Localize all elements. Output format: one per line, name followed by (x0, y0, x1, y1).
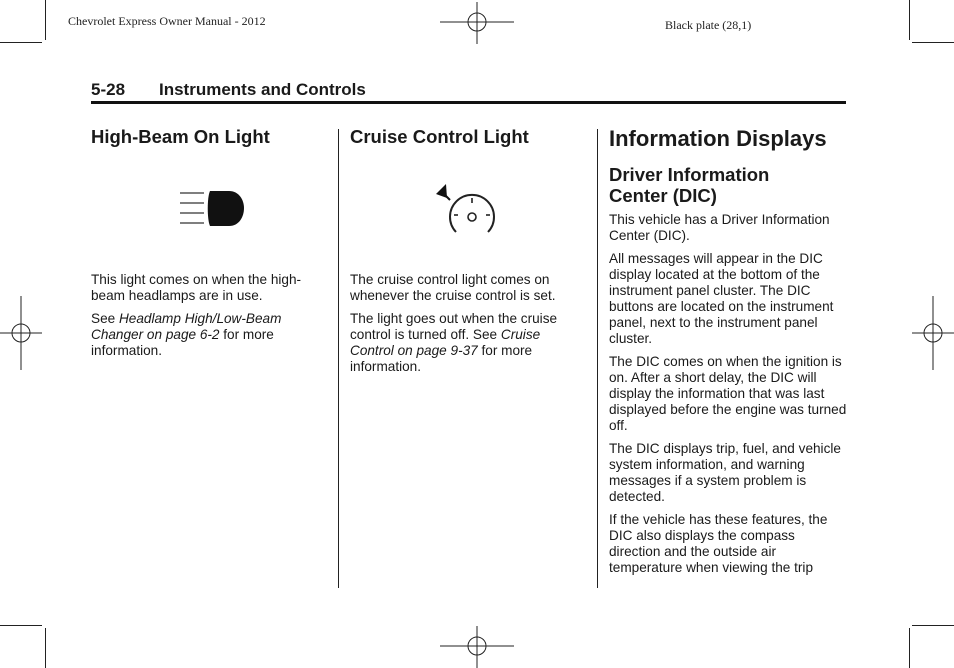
registration-mark-top (440, 2, 514, 44)
cruise-see-also (350, 311, 582, 375)
registration-mark-right (912, 296, 954, 370)
registration-mark-bottom (440, 626, 514, 668)
headlamp-reference: Headlamp High/Low-Beam Changer on page 6-2 (91, 311, 282, 342)
cruise-control-icon (434, 182, 500, 242)
dic-paragraph-2: All messages will appear in the DIC display located at the bottom of the instrument panel cluster. The DIC buttons are located on the instrument panel, next to the instrument panel cluster. (609, 251, 834, 346)
cruise-suffix: for more information. (350, 343, 533, 374)
column-info-displays (609, 126, 849, 583)
cruise-desc: The cruise control light comes on whenever the cruise control is set. (350, 272, 556, 303)
subheading-line1: Driver Information (609, 164, 770, 185)
header-rule (91, 101, 846, 104)
cruise-prefix: The light goes out when the cruise control is turned off. See (350, 311, 558, 342)
section-title: Instruments and Controls (159, 80, 366, 99)
high-beam-see-also (91, 311, 323, 359)
column-high-beam (91, 126, 323, 366)
heading-high-beam: High-Beam On Light (91, 126, 270, 147)
see-suffix: for more information. (91, 327, 274, 358)
registration-mark-left (0, 296, 42, 370)
heading-information-displays: Information Displays (609, 126, 827, 151)
dic-paragraph-1: This vehicle has a Driver Information Center (DIC). (609, 212, 830, 243)
high-beam-desc: This light comes on when the high-beam headlamps are in use. (91, 272, 302, 303)
dic-paragraph-4: The DIC displays trip, fuel, and vehicle system information, and warning messages if a system problem is detected. (609, 441, 841, 504)
column-divider (597, 129, 598, 588)
column-cruise (350, 126, 582, 382)
dic-paragraph-5: If the vehicle has these features, the DIC also displays the compass direction and the outside air temperature when viewing the trip (609, 512, 828, 575)
plate-label: Black plate (28,1) (665, 18, 752, 32)
subheading-line2: Center (DIC) (609, 185, 717, 206)
dic-paragraph-3: The DIC comes on when the ignition is on. After a short delay, the DIC will display the information that was last displayed before the engine was turned off. (609, 354, 847, 433)
see-prefix: See (91, 311, 119, 326)
page-number: 5-28 (91, 80, 126, 99)
subheading-dic (609, 164, 849, 206)
high-beam-icon-wrap (91, 148, 323, 272)
cruise-reference: Cruise Control on page 9-37 (350, 327, 541, 358)
column-divider (338, 129, 339, 588)
heading-cruise: Cruise Control Light (350, 126, 529, 147)
manual-title: Chevrolet Express Owner Manual - 2012 (68, 14, 266, 28)
high-beam-icon (177, 190, 247, 230)
page-header (91, 80, 366, 100)
cruise-icon-wrap (350, 148, 582, 272)
